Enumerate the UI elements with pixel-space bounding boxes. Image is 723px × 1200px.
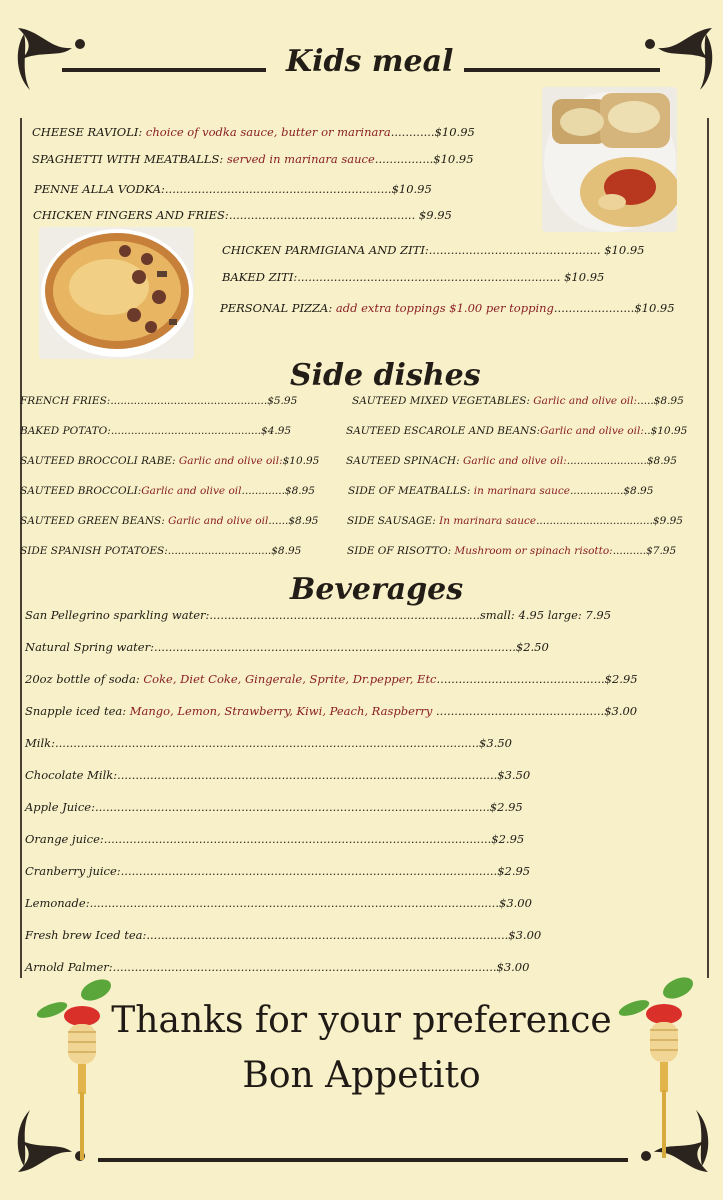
beverage-item <box>25 896 532 910</box>
item-name: Lemonade: <box>25 896 90 910</box>
item-price: $2.50 <box>515 640 549 654</box>
beverages-title: Beverages <box>290 572 464 607</box>
side-item-broccoli-rabe <box>20 455 319 467</box>
item-description: Garlic and olive oil: <box>459 455 567 467</box>
item-dots: ................................................... <box>228 208 416 222</box>
item-name: Milk: <box>25 736 55 750</box>
item-price: $10.95 <box>634 301 675 315</box>
item-price: $5.95 <box>267 395 298 407</box>
item-name: BAKED POTATO: <box>20 425 111 437</box>
item-name: Natural Spring water: <box>25 640 154 654</box>
item-name: BAKED ZITI: <box>222 270 298 284</box>
item-dots: ............................................... <box>428 243 601 257</box>
beverage-item <box>25 800 523 814</box>
item-price: $3.00 <box>508 928 542 942</box>
item-dots: ............................... <box>167 545 272 557</box>
item-name: FRENCH FRIES: <box>20 395 111 407</box>
item-name: Arnold Palmer: <box>25 960 113 974</box>
item-dots: .............................................................. <box>164 182 392 196</box>
item-dots: ................................................................................................... <box>146 928 509 942</box>
item-description: Mango, Lemon, Strawberry, Kiwi, Peach, Raspberry <box>126 704 433 718</box>
kids-item-cheese-ravioli <box>32 125 475 139</box>
side-item-escarole <box>346 425 687 437</box>
item-name: Fresh brew Iced tea: <box>25 928 147 942</box>
item-description: Garlic and olive oil <box>141 485 242 497</box>
bottom-rule <box>98 1158 628 1162</box>
item-name: PENNE ALLA VODKA: <box>34 182 165 196</box>
item-dots: ............................................... <box>110 395 268 407</box>
item-name: SAUTEED BROCCOLI RABE: <box>20 455 176 467</box>
item-dots: ...... <box>268 515 289 527</box>
side-item-risotto <box>347 545 676 557</box>
item-name: Apple Juice: <box>25 800 95 814</box>
item-dots: ................................... <box>536 515 653 527</box>
item-price: $8.95 <box>653 395 684 407</box>
beverage-item <box>25 704 637 718</box>
personal-pizza-photo <box>39 227 194 359</box>
item-name: SAUTEED SPINACH: <box>346 455 460 467</box>
beverage-item <box>25 768 530 782</box>
beverage-item <box>25 864 530 878</box>
item-name: SIDE SPANISH POTATOES: <box>20 545 168 557</box>
item-dots: ............................................................................................................ <box>94 800 490 814</box>
side-item-green-beans <box>20 515 318 527</box>
item-dots: ........................................................................................................ <box>117 768 498 782</box>
beverage-item <box>25 832 524 846</box>
kids-item-baked-ziti <box>222 270 604 284</box>
item-description: add extra toppings $1.00 per topping <box>332 301 554 315</box>
kids-item-penne <box>34 182 432 196</box>
kids-item-chicken-parmigiana <box>222 243 644 257</box>
item-dots: ......................................................................................................... <box>112 960 497 974</box>
beverage-item <box>25 640 549 654</box>
kids-item-chicken-fingers <box>33 208 452 222</box>
item-dots: ................ <box>569 485 624 497</box>
item-description: served in marinara sauce <box>223 152 375 166</box>
chicken-parm-ziti-photo <box>542 87 677 232</box>
item-price: $10.95 <box>433 152 474 166</box>
ornament-top-left-icon <box>10 20 90 100</box>
item-name: PERSONAL PIZZA: <box>220 301 333 315</box>
item-name: Cranberry juice: <box>25 864 121 878</box>
item-price: $10.95 <box>560 270 605 284</box>
item-price: $10.95 <box>434 125 475 139</box>
side-item-broccoli <box>20 485 315 497</box>
kids-meal-title: Kids meal <box>286 44 454 79</box>
item-dots: ..... <box>637 395 654 407</box>
item-dots: .......... <box>612 545 647 557</box>
item-dots: ............ <box>390 125 435 139</box>
item-price: $9.95 <box>415 208 452 222</box>
item-name: SAUTEED ESCAROLE AND BEANS: <box>346 425 541 437</box>
item-price: $8.95 <box>623 485 654 497</box>
item-price: $4.95 <box>261 425 292 437</box>
item-description: In marinara sauce <box>435 515 537 527</box>
item-name: 20oz bottle of soda: <box>25 672 140 686</box>
item-dots: ........................ <box>566 455 647 467</box>
item-dots: .................................................................................................................... <box>54 736 480 750</box>
item-name: SIDE SAUSAGE: <box>347 515 436 527</box>
item-name: SPAGHETTI WITH MEATBALLS: <box>32 152 224 166</box>
beverage-item <box>25 608 611 622</box>
kids-item-spaghetti <box>32 152 474 166</box>
item-price: $3.50 <box>497 768 531 782</box>
item-name: CHEESE RAVIOLI: <box>32 125 143 139</box>
item-dots: .. <box>643 425 651 437</box>
item-description: in marinara sauce <box>470 485 570 497</box>
item-price: $8.95 <box>284 485 315 497</box>
kids-item-personal-pizza <box>220 301 675 315</box>
side-item-french-fries <box>20 395 297 407</box>
item-name: SIDE OF RISOTTO: <box>347 545 452 557</box>
side-dishes-title: Side dishes <box>290 358 481 393</box>
item-price: $3.50 <box>479 736 512 750</box>
item-price: $8.95 <box>288 515 319 527</box>
item-dots: ........................................................................ <box>297 270 561 284</box>
item-description: choice of vodka sauce, butter or marinara <box>142 125 391 139</box>
item-price: $7.95 <box>646 545 677 557</box>
item-price: small: 4.95 large: 7.95 <box>479 608 612 622</box>
item-dots: ....................................................................................................... <box>120 864 498 878</box>
side-item-mixed-vegetables <box>352 395 684 407</box>
item-description: Garlic and olive oil: <box>175 455 283 467</box>
item-description: Mushroom or spinach risotto: <box>451 545 613 557</box>
side-item-sausage <box>347 515 683 527</box>
item-name: SAUTEED BROCCOLI: <box>20 485 142 497</box>
item-price: $10.95 <box>391 182 432 196</box>
item-price: $8.95 <box>271 545 302 557</box>
item-name: Chocolate Milk: <box>25 768 118 782</box>
item-price: $10.95 <box>282 455 320 467</box>
beverage-item <box>25 736 512 750</box>
item-dots: ................................................................................................................ <box>89 896 499 910</box>
right-border <box>707 118 709 978</box>
item-name: Orange juice: <box>25 832 104 846</box>
item-dots: .......................................................................................................... <box>103 832 492 846</box>
item-price: $3.00 <box>496 960 530 974</box>
item-dots: ................ <box>374 152 434 166</box>
item-price: $10.95 <box>600 243 645 257</box>
item-dots: ............................................. <box>110 425 262 437</box>
item-price: $2.95 <box>489 800 523 814</box>
item-dots: ...................... <box>553 301 635 315</box>
item-price: $3.00 <box>604 704 638 718</box>
item-description: Garlic and olive oil: <box>540 425 644 437</box>
item-name: Snapple iced tea: <box>25 704 127 718</box>
item-name: SAUTEED MIXED VEGETABLES: <box>352 395 530 407</box>
side-item-spinach <box>346 455 677 467</box>
item-price: $10.95 <box>650 425 688 437</box>
side-item-baked-potato <box>20 425 291 437</box>
item-description: Garlic and olive oil <box>164 515 269 527</box>
item-price: $8.95 <box>646 455 677 467</box>
item-price: $3.00 <box>499 896 532 910</box>
title-rule-right <box>464 68 660 72</box>
item-name: SIDE OF MEATBALLS: <box>348 485 471 497</box>
item-dots: ................................................................................................... <box>153 640 516 654</box>
title-rule-left <box>62 68 266 72</box>
beverage-item <box>25 672 638 686</box>
item-name: CHICKEN FINGERS AND FRIES: <box>33 208 229 222</box>
item-description: Garlic and olive oil: <box>529 395 638 407</box>
item-price: $2.95 <box>604 672 638 686</box>
side-item-meatballs <box>348 485 653 497</box>
thanks-message: Thanks for your preference <box>111 1000 612 1041</box>
item-description: Coke, Diet Coke, Gingerale, Sprite, Dr.pepper, Etc <box>139 672 437 686</box>
item-name: SAUTEED GREEN BEANS: <box>20 515 165 527</box>
item-name: San Pellegrino sparkling water: <box>25 608 210 622</box>
beverage-item <box>25 928 541 942</box>
item-dots: .......................................................................... <box>209 608 480 622</box>
bon-appetito: Bon Appetito <box>242 1055 481 1096</box>
item-price: $9.95 <box>652 515 683 527</box>
side-item-spanish-potatoes <box>20 545 301 557</box>
item-dots: .............................................. <box>436 672 605 686</box>
item-price: $2.95 <box>497 864 531 878</box>
item-dots: .............................................. <box>432 704 605 718</box>
item-price: $2.95 <box>491 832 525 846</box>
item-name: CHICKEN PARMIGIANA AND ZITI: <box>222 243 429 257</box>
item-dots: ............. <box>241 485 285 497</box>
